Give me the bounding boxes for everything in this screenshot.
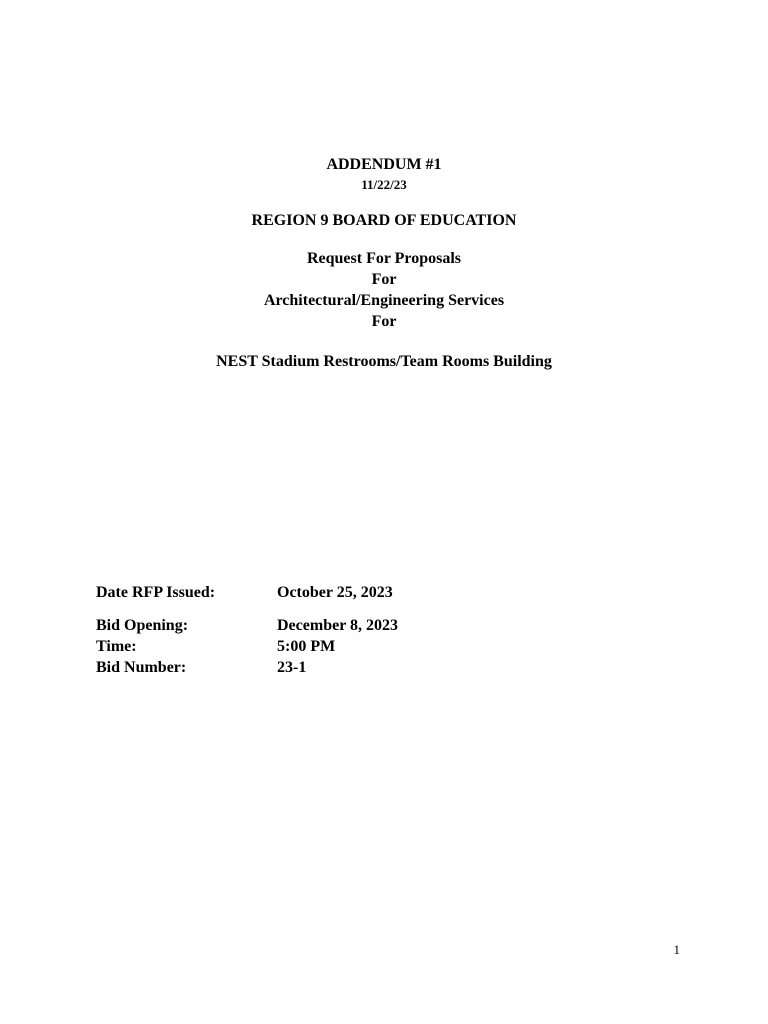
addendum-date: 11/22/23 xyxy=(361,177,407,192)
detail-label: Bid Opening: xyxy=(96,617,189,634)
detail-row-rfp-issued xyxy=(96,582,398,603)
project-title: NEST Stadium Restrooms/Team Rooms Building xyxy=(216,353,552,370)
detail-value: 5:00 PM xyxy=(277,638,336,655)
rfp-line: Architectural/Engineering Services xyxy=(263,292,505,309)
detail-row-bid-opening xyxy=(96,615,398,636)
detail-value: 23-1 xyxy=(277,659,307,676)
page-number: 1 xyxy=(673,942,680,957)
detail-row-time xyxy=(96,636,398,657)
rfp-line: For xyxy=(371,313,397,330)
detail-row-bid-number xyxy=(96,657,398,678)
addendum-heading: ADDENDUM #1 xyxy=(326,156,442,173)
detail-value: December 8, 2023 xyxy=(277,617,398,634)
detail-label: Bid Number: xyxy=(96,659,187,676)
board-title: REGION 9 BOARD OF EDUCATION xyxy=(251,212,517,229)
rfp-title-block xyxy=(0,248,768,332)
detail-value: October 25, 2023 xyxy=(277,584,393,601)
detail-label: Time: xyxy=(96,638,137,655)
bid-details xyxy=(96,582,398,678)
rfp-line: For xyxy=(371,271,397,288)
rfp-line: Request For Proposals xyxy=(306,250,462,267)
detail-label: Date RFP Issued: xyxy=(96,584,216,601)
